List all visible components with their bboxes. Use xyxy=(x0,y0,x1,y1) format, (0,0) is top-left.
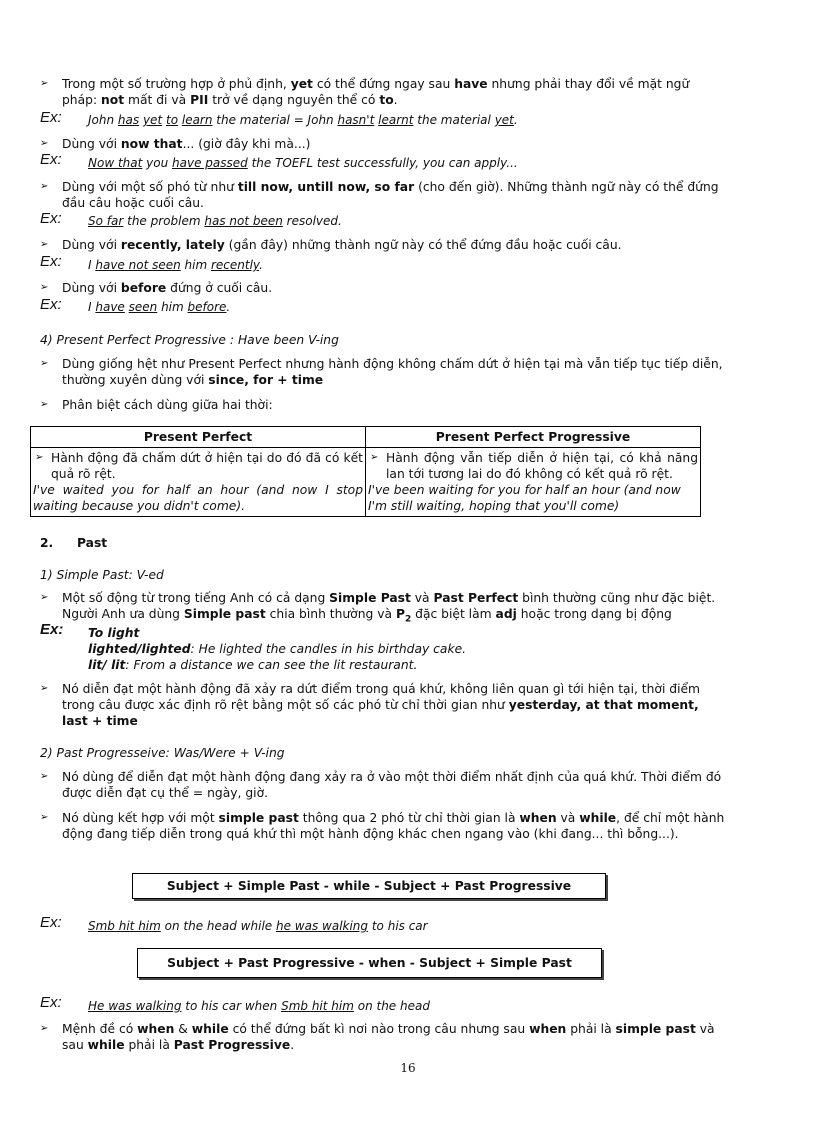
bullet-now-that: ➢ Dùng với now that... (giờ đây khi mà...) xyxy=(40,137,311,151)
example-light: To light lighted/lighted: He lighted the candles in his birthday cake. lit/ lit: From a distance we can see the lit restaurant. xyxy=(88,626,467,672)
bullet-so-far: ➢ Dùng với một số phó từ như till now, untill now, so far (cho đến giờ). Những thành ngữ này có thể đứng đầu câu hoặc cuối câu. xyxy=(40,180,719,210)
arrow-bullet-icon: ➢ xyxy=(40,138,49,149)
bullet-clause-position: ➢ Mệnh đề có when & while có thể đứng bất kì nơi nào trong câu nhưng sau when phải là simple past và sau while phải là Past Progressive. xyxy=(40,1022,715,1052)
arrow-bullet-icon: ➢ xyxy=(40,592,49,603)
bullet-when-while: ➢ Nó dùng kết hợp với một simple past thông qua 2 phó từ chỉ thời gian là when và while, để chỉ một hành động đang tiếp diễn trong quá khứ thì một hành động khác chen ngang vào (khi đang... thì bỗng...). xyxy=(40,811,725,841)
arrow-bullet-icon: ➢ xyxy=(370,452,379,463)
bullet-recently: ➢ Dùng với recently, lately (gần đây) những thành ngữ này có thể đứng đầu hoặc cuối câu. xyxy=(40,238,622,252)
ex-label: Ex: xyxy=(40,914,62,931)
section-title-past: Past xyxy=(77,536,108,550)
example-2: Now that you have passed the TOEFL test successfully, you can apply... xyxy=(88,156,518,170)
table-cell: ➢ Hành động đã chấm dứt ở hiện tại do đó đã có kết quả rõ rệt. I've waited you for half an hour (and now I stop waiting because you didn't come). xyxy=(31,448,366,517)
ex-label: Ex: xyxy=(40,621,64,638)
section-title-present-perfect-progressive: 4) Present Perfect Progressive : Have been V-ing xyxy=(40,333,339,347)
arrow-bullet-icon: ➢ xyxy=(40,771,49,782)
ex-label: Ex: xyxy=(40,151,62,168)
example-4: I have not seen him recently. xyxy=(88,258,263,272)
ex-label: Ex: xyxy=(40,253,62,270)
bullet-ppp-usage: ➢ Dùng giống hệt như Present Perfect nhưng hành động không chấm dứt ở hiện tại mà vẫn tiếp tục tiếp diễn, thường xuyên dùng với since, for + time xyxy=(40,357,723,387)
ex-label: Ex: xyxy=(40,296,62,313)
bullet-compare: ➢ Phân biệt cách dùng giữa hai thời: xyxy=(40,398,273,412)
table-header-present-perfect-progressive: Present Perfect Progressive xyxy=(366,427,701,448)
subsection-title-past-progressive: 2) Past Progresseive: Was/Were + V-ing xyxy=(40,746,285,760)
example-1: John has yet to learn the material = John hasn't learnt the material yet. xyxy=(88,113,518,127)
arrow-bullet-icon: ➢ xyxy=(40,1023,49,1034)
example-3: So far the problem has not been resolved. xyxy=(88,214,342,228)
arrow-bullet-icon: ➢ xyxy=(40,358,49,369)
arrow-bullet-icon: ➢ xyxy=(40,282,49,293)
arrow-bullet-icon: ➢ xyxy=(40,399,49,410)
arrow-bullet-icon: ➢ xyxy=(40,812,49,823)
table-header-present-perfect: Present Perfect xyxy=(31,427,366,448)
example-when: He was walking to his car when Smb hit him on the head xyxy=(88,999,430,1013)
subsection-title-simple-past: 1) Simple Past: V-ed xyxy=(40,568,164,582)
ex-label: Ex: xyxy=(40,994,62,1011)
ex-label: Ex: xyxy=(40,109,62,126)
arrow-bullet-icon: ➢ xyxy=(40,78,49,89)
formula-box-while: Subject + Simple Past - while - Subject + Past Progressive xyxy=(132,873,606,899)
example-5: I have seen him before. xyxy=(88,300,231,314)
example-while: Smb hit him on the head while he was walking to his car xyxy=(88,919,428,933)
page-number: 16 xyxy=(400,1061,416,1075)
arrow-bullet-icon: ➢ xyxy=(35,452,44,463)
bullet-simple-past-usage: ➢ Nó diễn đạt một hành động đã xảy ra dứt điểm trong quá khứ, không liên quan gì tới hiện tại, thời điểm trong câu được xác định rõ rệt bằng một số các phó từ chỉ thời gian như yesterday, at that moment, last + time xyxy=(40,682,701,728)
bullet-past-progressive-usage: ➢ Nó dùng để diễn đạt một hành động đang xảy ra ở vào một thời điểm nhất định của quá khứ. Thời điểm đó được diễn đạt cụ thể = ngày, giờ. xyxy=(40,770,722,800)
bullet-simple-past-forms: ➢ Một số động từ trong tiếng Anh có cả dạng Simple Past và Past Perfect bình thường cũng như đặc biệt. Người Anh ưa dùng Simple past chia bình thường và $P_2$ đặc biệt làm adj hoặc trong dạng bị động xyxy=(40,591,716,625)
section-number: 2. xyxy=(40,536,54,550)
comparison-table xyxy=(30,426,701,517)
arrow-bullet-icon: ➢ xyxy=(40,683,49,694)
arrow-bullet-icon: ➢ xyxy=(40,239,49,250)
bullet-yet-negative: ➢ Trong một số trường hợp ở phủ định, yet có thể đứng ngay sau have nhưng phải thay đổi về mặt ngữ pháp: not mất đi và PII trở về dạng nguyên thể có to. xyxy=(40,77,690,107)
ex-label: Ex: xyxy=(40,210,62,227)
formula-box-when: Subject + Past Progressive - when - Subject + Simple Past xyxy=(137,948,602,978)
table-cell: ➢ Hành động vẫn tiếp diễn ở hiện tại, có khả năng lan tới tương lai do đó không có kết quả rõ rệt. I've been waiting for you for half an hour (and now I'm still waiting, hoping that you'll come) xyxy=(366,448,701,517)
arrow-bullet-icon: ➢ xyxy=(40,181,49,192)
bullet-before: ➢ Dùng với before đứng ở cuối câu. xyxy=(40,281,273,295)
